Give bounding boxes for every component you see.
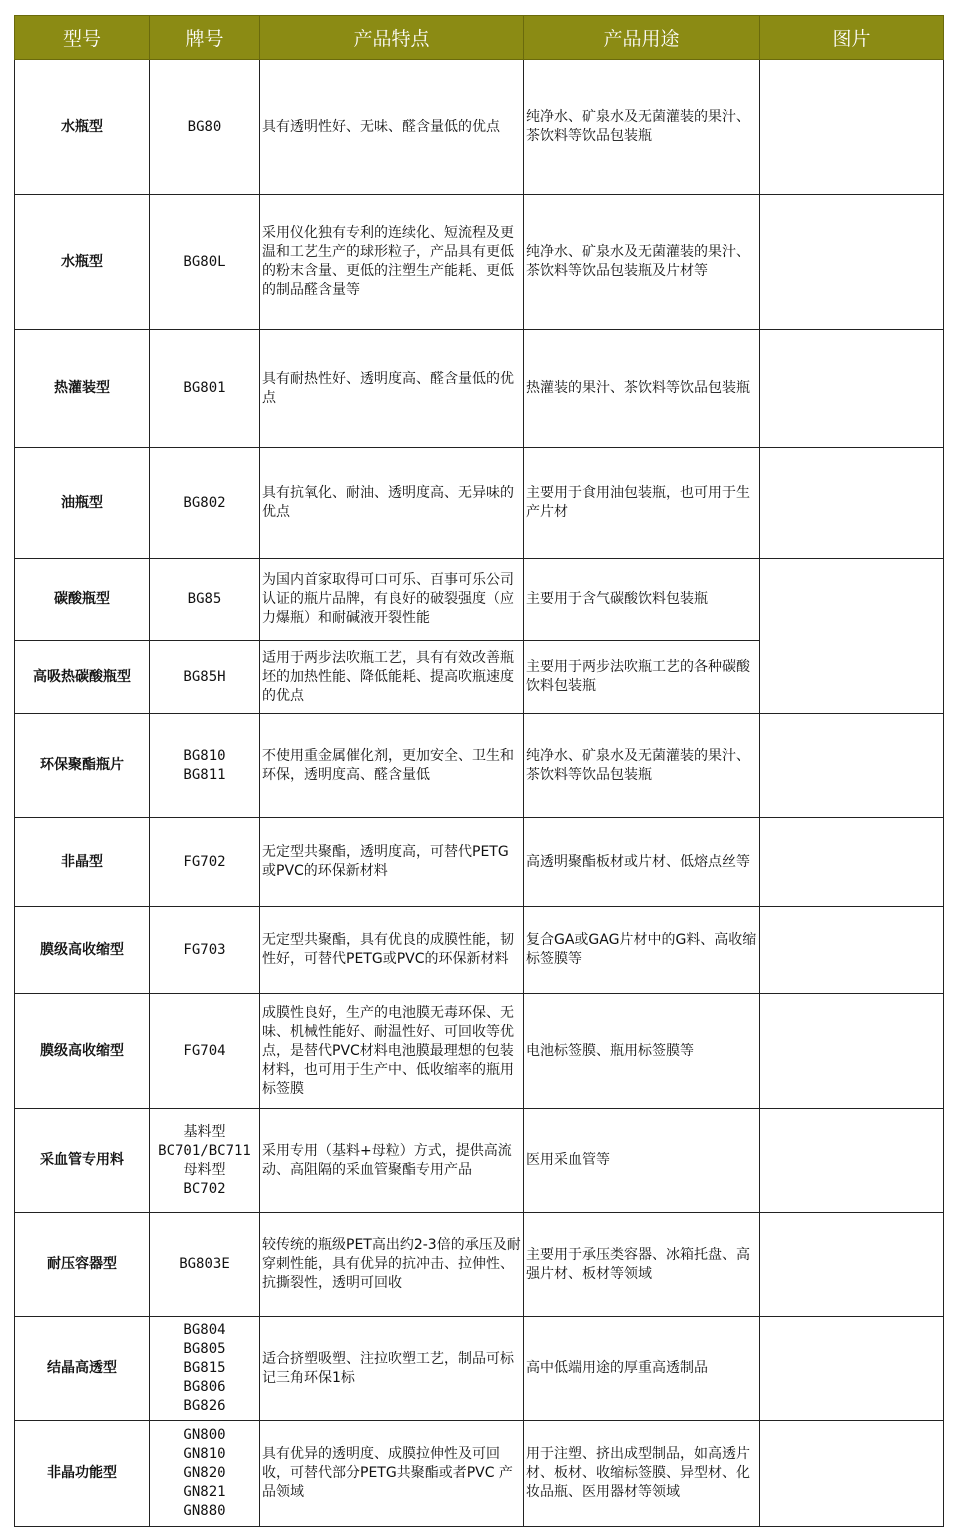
table-row: [15, 330, 944, 448]
image-cell: [760, 1109, 944, 1213]
uses-cell: 主要用于含气碳酸饮料包装瓶: [524, 559, 760, 641]
table-row: [15, 818, 944, 907]
features-cell: 采用专用（基料+母粒）方式，提供高流动、高阻隔的采血管聚酯专用产品: [260, 1109, 524, 1213]
model-cell: 非晶功能型: [15, 1421, 150, 1527]
model-cell: 环保聚酯瓶片: [15, 714, 150, 818]
grade-cell: BG801: [150, 330, 260, 448]
uses-cell: 高中低端用途的厚重高透制品: [524, 1317, 760, 1421]
table-row: [15, 1213, 944, 1317]
image-cell: [760, 907, 944, 994]
uses-cell: 热灌装的果汁、茶饮料等饮品包装瓶: [524, 330, 760, 448]
image-cell: [760, 994, 944, 1109]
features-cell: 采用仪化独有专利的连续化、短流程及更温和工艺生产的球形粒子，产品具有更低的粉末含量、更低的注塑生产能耗、更低的制品醛含量等: [260, 195, 524, 330]
grade-cell: BG802: [150, 448, 260, 559]
table-row: [15, 448, 944, 559]
table-row: [15, 60, 944, 195]
grade-cell: FG704: [150, 994, 260, 1109]
model-cell: 膜级高收缩型: [15, 907, 150, 994]
table-row: [15, 907, 944, 994]
image-cell: [760, 195, 944, 330]
table-row: [15, 714, 944, 818]
features-cell: 无定型共聚酯，透明度高，可替代PETG或PVC的环保新材料: [260, 818, 524, 907]
grade-cell: FG703: [150, 907, 260, 994]
uses-cell: 用于注塑、挤出成型制品，如高透片材、板材、收缩标签膜、异型材、化妆品瓶、医用器材等领域: [524, 1421, 760, 1527]
model-cell: 水瓶型: [15, 195, 150, 330]
uses-cell: 主要用于两步法吹瓶工艺的各种碳酸饮料包装瓶: [524, 641, 760, 714]
table-row: [15, 994, 944, 1109]
uses-cell: 主要用于承压类容器、冰箱托盘、高强片材、板材等领域: [524, 1213, 760, 1317]
features-cell: 具有耐热性好、透明度高、醛含量低的优点: [260, 330, 524, 448]
table-row: [15, 1317, 944, 1421]
features-cell: 具有优异的透明度、成膜拉伸性及可回收，可替代部分PETG共聚酯或者PVC 产品领域: [260, 1421, 524, 1527]
model-cell: 碳酸瓶型: [15, 559, 150, 641]
features-cell: 无定型共聚酯，具有优良的成膜性能，韧性好，可替代PETG或PVC的环保新材料: [260, 907, 524, 994]
grade-cell: BG810 BG811: [150, 714, 260, 818]
header-grade: 牌号: [150, 16, 260, 60]
uses-cell: 复合GA或GAG片材中的G料、高收缩标签膜等: [524, 907, 760, 994]
model-cell: 结晶高透型: [15, 1317, 150, 1421]
grade-cell: 基料型 BC701/BC711 母料型 BC702: [150, 1109, 260, 1213]
header-features: 产品特点: [260, 16, 524, 60]
table-row: [15, 1421, 944, 1527]
grade-cell: BG80: [150, 60, 260, 195]
uses-cell: 纯净水、矿泉水及无菌灌装的果汁、茶饮料等饮品包装瓶及片材等: [524, 195, 760, 330]
uses-cell: 电池标签膜、瓶用标签膜等: [524, 994, 760, 1109]
image-cell: [760, 1421, 944, 1527]
model-cell: 油瓶型: [15, 448, 150, 559]
header-uses: 产品用途: [524, 16, 760, 60]
table-row: [15, 559, 944, 641]
grade-cell: BG803E: [150, 1213, 260, 1317]
uses-cell: 高透明聚酯板材或片材、低熔点丝等: [524, 818, 760, 907]
features-cell: 不使用重金属催化剂，更加安全、卫生和环保，透明度高、醛含量低: [260, 714, 524, 818]
model-cell: 热灌装型: [15, 330, 150, 448]
table-row: [15, 195, 944, 330]
image-cell: [760, 559, 944, 714]
model-cell: 采血管专用料: [15, 1109, 150, 1213]
image-cell: [760, 714, 944, 818]
features-cell: 较传统的瓶级PET高出约2-3倍的承压及耐穿刺性能，具有优异的抗冲击、拉伸性、抗撕裂性，透明可回收: [260, 1213, 524, 1317]
model-cell: 耐压容器型: [15, 1213, 150, 1317]
table-header-row: [15, 16, 944, 60]
model-cell: 非晶型: [15, 818, 150, 907]
grade-cell: BG80L: [150, 195, 260, 330]
image-cell: [760, 1317, 944, 1421]
uses-cell: 主要用于食用油包装瓶，也可用于生产片材: [524, 448, 760, 559]
features-cell: 具有抗氧化、耐油、透明度高、无异味的优点: [260, 448, 524, 559]
image-cell: [760, 818, 944, 907]
features-cell: 为国内首家取得可口可乐、百事可乐公司认证的瓶片品牌，有良好的破裂强度（应力爆瓶）和耐碱液开裂性能: [260, 559, 524, 641]
image-cell: [760, 330, 944, 448]
uses-cell: 纯净水、矿泉水及无菌灌装的果汁、茶饮料等饮品包装瓶: [524, 714, 760, 818]
features-cell: 适合挤塑吸塑、注拉吹塑工艺，制品可标记三角环保1标: [260, 1317, 524, 1421]
header-model: 型号: [15, 16, 150, 60]
grade-cell: BG804 BG805 BG815 BG806 BG826: [150, 1317, 260, 1421]
features-cell: 适用于两步法吹瓶工艺，具有有效改善瓶坯的加热性能、降低能耗、提高吹瓶速度的优点: [260, 641, 524, 714]
table-row: [15, 1109, 944, 1213]
image-cell: [760, 1213, 944, 1317]
product-spec-table: [14, 15, 944, 1527]
grade-cell: GN800 GN810 GN820 GN821 GN880: [150, 1421, 260, 1527]
image-cell: [760, 60, 944, 195]
model-cell: 高吸热碳酸瓶型: [15, 641, 150, 714]
grade-cell: BG85: [150, 559, 260, 641]
grade-cell: BG85H: [150, 641, 260, 714]
features-cell: 具有透明性好、无味、醛含量低的优点: [260, 60, 524, 195]
uses-cell: 医用采血管等: [524, 1109, 760, 1213]
model-cell: 膜级高收缩型: [15, 994, 150, 1109]
model-cell: 水瓶型: [15, 60, 150, 195]
image-cell: [760, 448, 944, 559]
grade-cell: FG702: [150, 818, 260, 907]
uses-cell: 纯净水、矿泉水及无菌灌装的果汁、茶饮料等饮品包装瓶: [524, 60, 760, 195]
header-image: 图片: [760, 16, 944, 60]
features-cell: 成膜性良好，生产的电池膜无毒环保、无味、机械性能好、耐温性好、可回收等优点，是替代PVC材料电池膜最理想的包装材料，也可用于生产中、低收缩率的瓶用标签膜: [260, 994, 524, 1109]
